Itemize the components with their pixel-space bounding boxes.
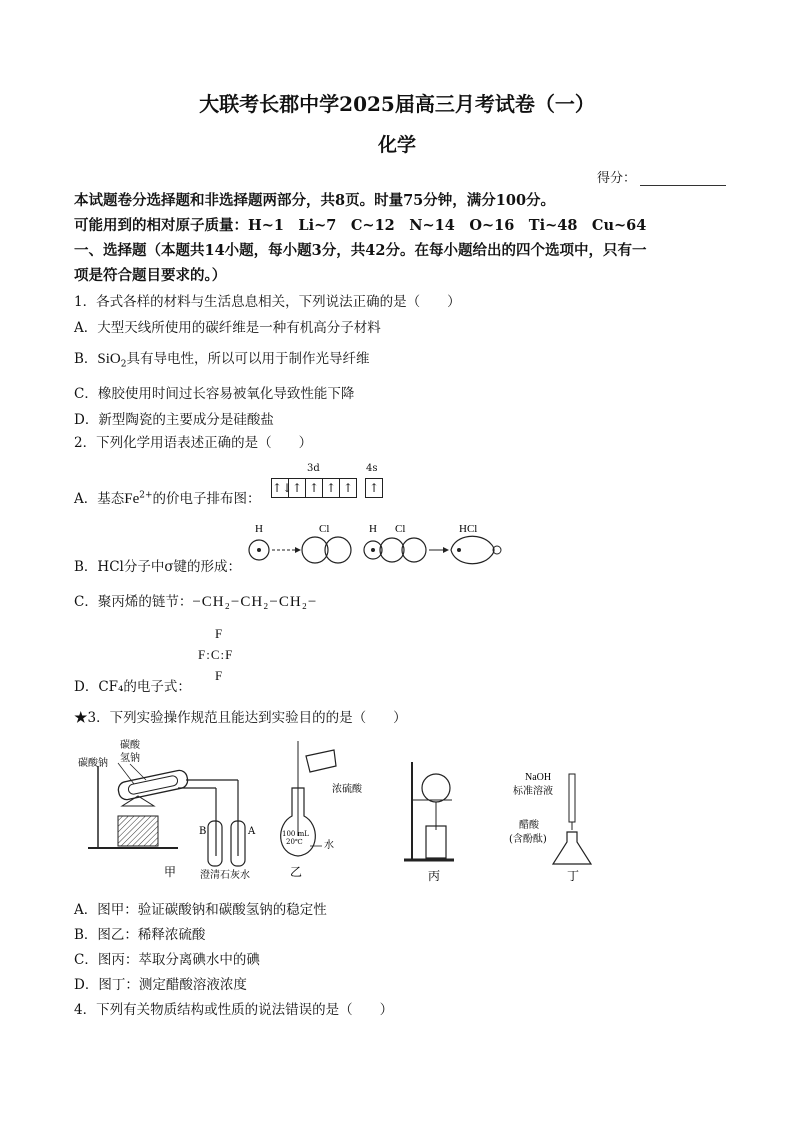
figure-ding-apparatus [505, 772, 605, 886]
label-qingna: 氢钠 [120, 753, 140, 764]
label-hcl: HCl [459, 523, 478, 535]
q3-option-a: A．图甲：验证碳酸钠和碳酸氢钠的稳定性 [74, 902, 327, 918]
orbital-diagram-4s [365, 477, 382, 498]
q2-option-c [74, 590, 317, 611]
flask-temp: 20℃ [286, 838, 303, 846]
caption-yi: 乙 [290, 865, 303, 879]
q2-a-prefix: A．基态 [74, 491, 125, 507]
q1-b-prefix: B． [74, 351, 98, 367]
label-acetic-acid: 醋酸 [519, 820, 539, 831]
burette [569, 774, 575, 822]
q1-option-b [74, 347, 370, 370]
separatory-funnel [422, 774, 450, 802]
cf4-bottom: F [215, 668, 223, 683]
label-standard-solution: 标准溶液 [513, 786, 553, 797]
receiving-beaker [426, 826, 446, 858]
h-electron [257, 548, 261, 552]
orbital-box-3d-5: ↑ [339, 478, 357, 498]
orbital-box-3d-3: ↑ [305, 478, 323, 498]
q3-option-b: B．图乙：稀释浓硫酸 [74, 927, 206, 943]
label-a: A [248, 826, 256, 837]
section-heading-1: 一、选择题（本题共14小题，每小题3分，共42分。在每小题给出的四个选项中，只有一 [74, 242, 647, 259]
q1-stem: 1．各式各样的材料与生活息息相关，下列说法正确的是（ ） [74, 294, 461, 310]
arrow-head-2 [443, 547, 449, 553]
label-cl-1: Cl [319, 523, 330, 535]
outer-test-tube [117, 769, 189, 801]
intro-line-2: 可能用到的相对原子质量：H~1 Li~7 C~12 N~14 O~16 Ti~48 Cu~64 [74, 217, 647, 234]
q1-option-d: D．新型陶瓷的主要成分是硅酸盐 [74, 412, 274, 428]
label-h-2: H [369, 523, 377, 535]
q2-option-d: D．CF₄的电子式： [74, 679, 191, 695]
caption-jia: 甲 [164, 865, 177, 879]
caption-ding: 丁 [567, 869, 580, 883]
figure-bing-apparatus [398, 760, 468, 886]
cl-lobe-left [302, 537, 328, 563]
beaker [306, 750, 336, 772]
flask-volume: 100 mL [282, 830, 309, 838]
conical-flask [553, 832, 591, 864]
cl-lobe-right [325, 537, 351, 563]
orbital-box-3d-2: ↑ [288, 478, 306, 498]
h-electron-2 [371, 548, 375, 552]
label-h-1: H [255, 523, 263, 535]
label-conc-h2so4: 浓硫酸 [332, 784, 362, 795]
cl-lobe-2b [402, 538, 426, 562]
label-b: B [199, 826, 207, 837]
subject-title: 化学 [377, 134, 416, 156]
q3-option-d: D．图丁：测定醋酸溶液浓度 [74, 977, 247, 993]
q1-b-sub: 2 [120, 359, 127, 370]
cl-lobe-2a [380, 538, 404, 562]
cf4-top: F [215, 626, 223, 641]
figure-yi-apparatus [270, 736, 380, 886]
sigma-bond-diagram [245, 520, 505, 576]
q2-a-ion: Fe [124, 491, 140, 507]
exam-title: 大联考长郡中学2025届高三月考试卷（一） [199, 92, 595, 116]
q2-option-a [74, 487, 261, 508]
score-field [597, 167, 726, 186]
label-water: 水 [324, 840, 334, 851]
label-limewater: 澄清石灰水 [200, 870, 250, 881]
orbital-box-3d-4: ↑ [322, 478, 340, 498]
hcl-electron [457, 548, 461, 552]
test-tube-b [208, 821, 222, 866]
inner-test-tube [128, 775, 179, 795]
orbital-4s-label: 4s [366, 463, 378, 474]
q2-option-b: B．HCl分子中σ键的形成： [74, 559, 242, 575]
q2-stem: 2．下列化学用语表述正确的是（ ） [74, 435, 313, 451]
q4-stem: 4．下列有关物质结构或性质的说法错误的是（ ） [74, 1002, 394, 1018]
q3-option-c: C．图丙：萃取分离碘水中的碘 [74, 952, 260, 968]
label-tansuanna: 碳酸钠 [78, 758, 108, 769]
intro-line-1: 本试题卷分选择题和非选择题两部分，共8页。时量75分钟，满分100分。 [74, 192, 556, 209]
cf4-middle: F:C:F [198, 647, 234, 662]
score-blank [640, 173, 726, 186]
section-heading-2: 项是符合题目要求的。） [74, 267, 227, 284]
q1-b-formula: SiO [97, 351, 121, 367]
label-cl-2: Cl [395, 523, 406, 535]
orbital-box-3d-1: ↑↓ [271, 478, 289, 498]
q1-option-c: C．橡胶使用时间过长容易被氧化导致性能下降 [74, 386, 355, 402]
label-tansuan: 碳酸 [120, 740, 140, 751]
orbital-3d-label: 3d [307, 463, 320, 474]
arrow-head-1 [295, 547, 301, 553]
q1-b-rest: 具有导电性，所以可以用于制作光导纤维 [126, 351, 370, 367]
score-label: 得分： [597, 171, 637, 186]
caption-bing: 丙 [428, 869, 441, 883]
q2-a-charge: 2+ [139, 490, 153, 501]
label-naoh: NaOH [525, 772, 552, 783]
q2-c-formula: −CH₂−CH₂−CH₂− [192, 594, 318, 610]
q2-a-rest: 的价电子排布图： [152, 491, 261, 507]
figure-jia-apparatus [78, 736, 278, 886]
label-phenolphthalein: (含酚酞) [509, 834, 547, 845]
orbital-box-4s: ↑ [365, 478, 383, 498]
q2-c-text: C．聚丙烯的链节： [74, 594, 193, 610]
orbital-diagram-3d [271, 477, 356, 498]
q1-option-a: A．大型天线所使用的碳纤维是一种有机高分子材料 [74, 320, 381, 336]
q3-stem: ★3．下列实验操作规范且能达到实验目的的是（ ） [74, 710, 407, 726]
alcohol-lamp [118, 816, 158, 846]
